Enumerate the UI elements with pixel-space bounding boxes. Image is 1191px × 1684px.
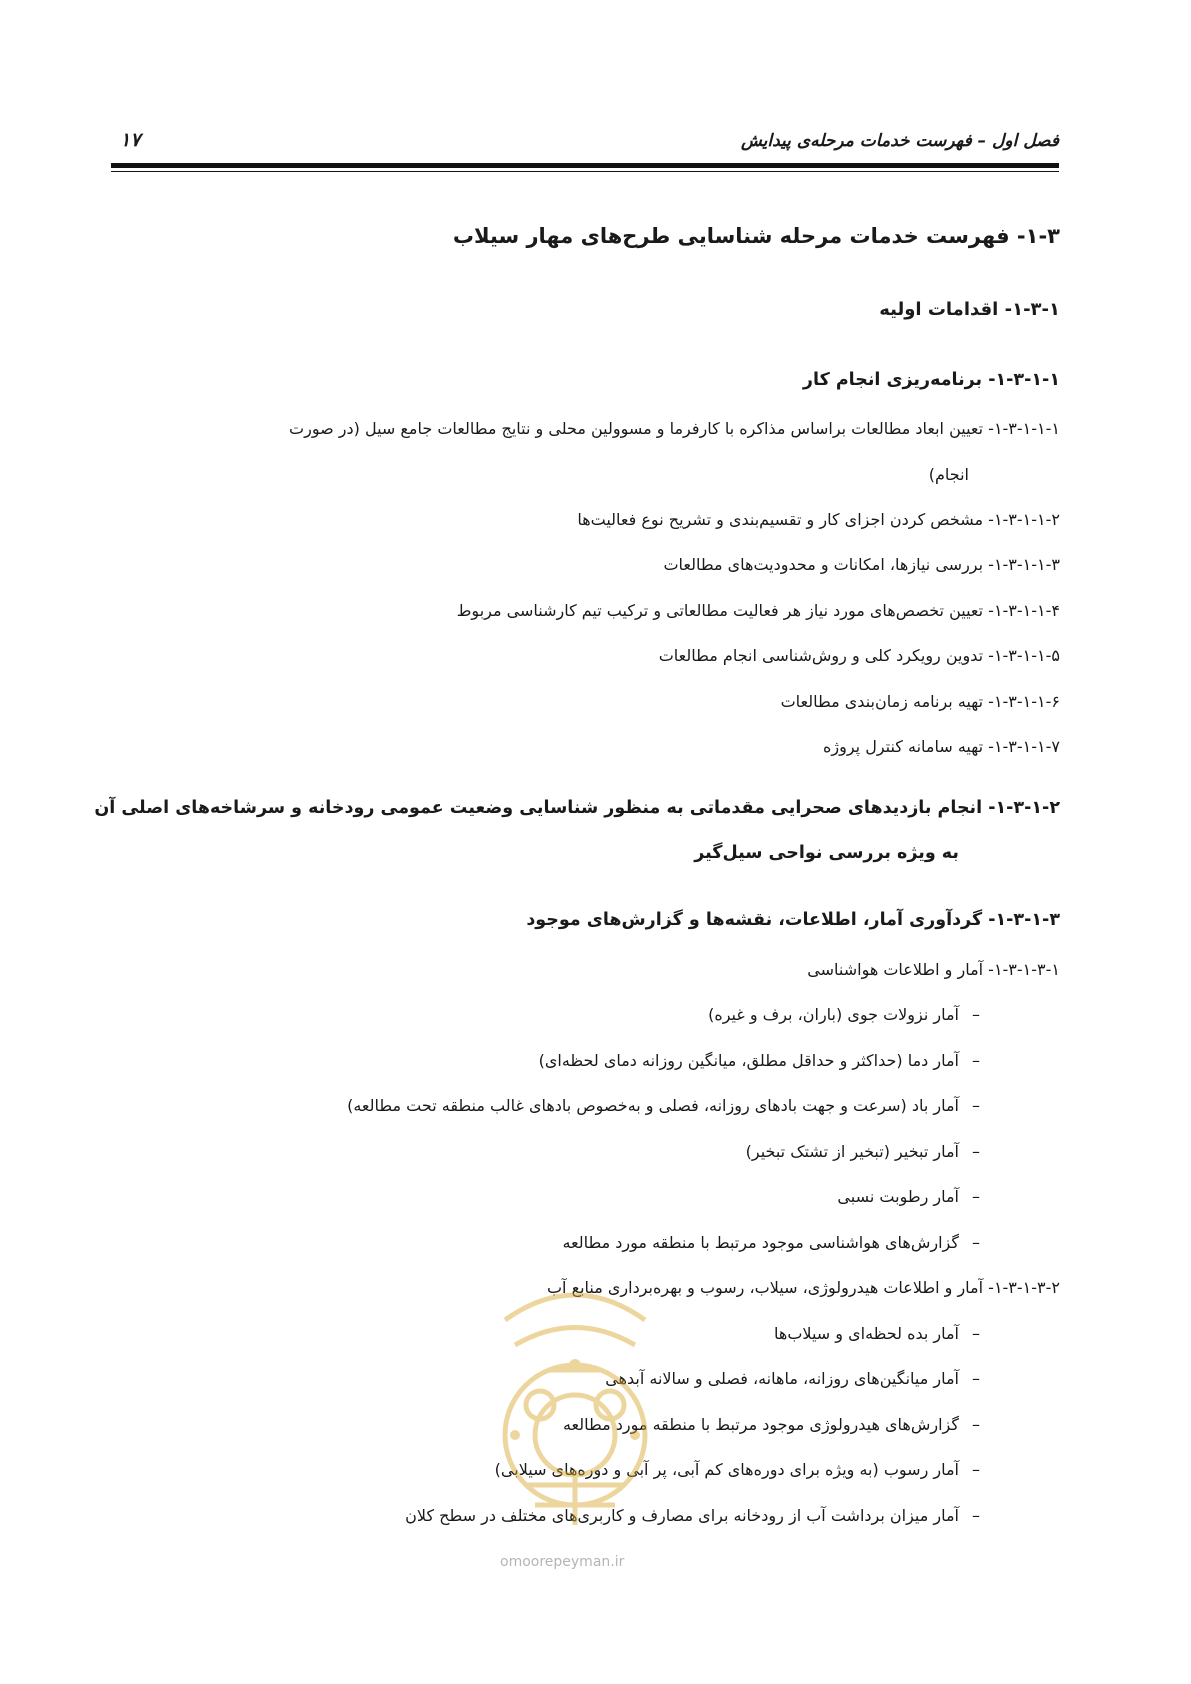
- data-collection-title: ۱-۳-۱-۳- گردآوری آمار، اطلاعات، نقشه‌ها و گزارش‌های موجود: [526, 910, 1060, 930]
- bullet-text: آمار میزان برداشت آب از رودخانه برای مصارف و کاربری‌های مختلف در سطح کلان: [405, 1506, 959, 1525]
- planning-item: ۱-۳-۱-۱-۷- تهیه سامانه کنترل پروژه: [822, 737, 1060, 756]
- bullet-dash: –: [972, 1369, 980, 1388]
- bullet-text: آمار میانگین‌های روزانه، ماهانه، فصلی و سالانه آبدهی: [605, 1369, 959, 1388]
- planning-item: ۱-۳-۱-۱-۱- تعیین ابعاد مطالعات براساس مذاکره با کارفرما و مسوولین محلی و نتایج مطالعات جامع سیل (در صورت: [289, 419, 1060, 438]
- bullet-dash: –: [972, 1233, 980, 1252]
- planning-item: ۱-۳-۱-۱-۶- تهیه برنامه زمان‌بندی مطالعات: [780, 692, 1060, 711]
- watermark-url: omoorepeyman.ir: [500, 1554, 625, 1570]
- section-title: ۱-۳- فهرست خدمات مرحله شناسایی طرح‌های مهار سیلاب: [452, 224, 1060, 248]
- hydro-bullet-item: [774, 1322, 993, 1346]
- hydro-data-title: ۱-۳-۱-۳-۲- آمار و اطلاعات هیدرولوژی، سیلاب، رسوب و بهره‌برداری منابع آب: [546, 1278, 1060, 1297]
- bullet-dash: –: [972, 1142, 980, 1161]
- header-rule-thick: [111, 163, 1059, 168]
- bullet-dash: –: [972, 1187, 980, 1206]
- planning-item: ۱-۳-۱-۱-۲- مشخص کردن اجزای کار و تقسیم‌بندی و تشریح نوع فعالیت‌ها: [577, 510, 1060, 529]
- bullet-dash: –: [972, 1506, 980, 1525]
- bullet-dash: –: [972, 1415, 980, 1434]
- bullet-dash: –: [972, 1051, 980, 1070]
- bullet-dash: –: [972, 1005, 980, 1024]
- met-bullet-item: [539, 1049, 993, 1073]
- bullet-dash: –: [972, 1460, 980, 1479]
- met-data-title: ۱-۳-۱-۳-۱- آمار و اطلاعات هواشناسی: [807, 960, 1060, 979]
- planning-item: ۱-۳-۱-۱-۵- تدوین رویکرد کلی و روش‌شناسی انجام مطالعات: [658, 646, 1060, 665]
- bullet-text: آمار بده لحظه‌ای و سیلاب‌ها: [774, 1324, 959, 1343]
- met-bullet-item: [347, 1094, 993, 1118]
- bullet-text: آمار دما (حداکثر و حداقل مطلق، میانگین روزانه دمای لحظه‌ای): [538, 1051, 959, 1070]
- header-rule-thin: [111, 171, 1059, 172]
- planning-item: ۱-۳-۱-۱-۴- تعیین تخصص‌های مورد نیاز هر فعالیت مطالعاتی و ترکیب تیم کارشناسی مربوط: [456, 601, 1060, 620]
- bullet-text: آمار نزولات جوی (باران، برف و غیره): [708, 1005, 959, 1024]
- planning-item: ۱-۳-۱-۱-۳- بررسی نیازها، امکانات و محدودیت‌های مطالعات: [663, 555, 1060, 574]
- watermark-logo-icon: [455, 1250, 695, 1550]
- planning-title: ۱-۳-۱-۱- برنامه‌ریزی انجام کار: [802, 370, 1060, 390]
- subsection-title: ۱-۳-۱- اقدامات اولیه: [879, 299, 1060, 320]
- bullet-text: آمار باد (سرعت و جهت بادهای روزانه، فصلی و به‌خصوص بادهای غالب منطقه تحت مطالعه): [347, 1096, 959, 1115]
- bullet-text: آمار تبخیر (تبخیر از تشتک تبخیر): [745, 1142, 959, 1161]
- field-visits-title: ۱-۳-۱-۲- انجام بازدیدهای صحرایی مقدماتی به منظور شناسایی وضعیت عمومی رودخانه و سرشاخه‌های اصلی آن: [94, 798, 1060, 818]
- bullet-text: گزارش‌های هیدرولوژی موجود مرتبط با منطقه مورد مطالعه: [562, 1415, 959, 1434]
- met-bullet-item: [708, 1003, 993, 1027]
- bullet-dash: –: [972, 1324, 980, 1343]
- field-visits-title-continuation: به ویژه بررسی نواحی سیل‌گیر: [694, 843, 959, 863]
- page-number: ۱۷: [120, 129, 141, 151]
- bullet-text: گزارش‌های هواشناسی موجود مرتبط با منطقه مورد مطالعه: [562, 1233, 959, 1252]
- planning-item-continuation: انجام): [928, 465, 969, 484]
- bullet-dash: –: [972, 1096, 980, 1115]
- chapter-header-title: فصل اول – فهرست خدمات مرحله‌ی پیدایش: [741, 131, 1059, 151]
- met-bullet-item: [746, 1140, 993, 1164]
- met-bullet-item: [837, 1185, 993, 1209]
- bullet-text: آمار رسوب (به ویژه برای دوره‌های کم آبی، پر آبی و دوره‌های سیلابی): [494, 1460, 959, 1479]
- bullet-text: آمار رطوبت نسبی: [837, 1187, 959, 1206]
